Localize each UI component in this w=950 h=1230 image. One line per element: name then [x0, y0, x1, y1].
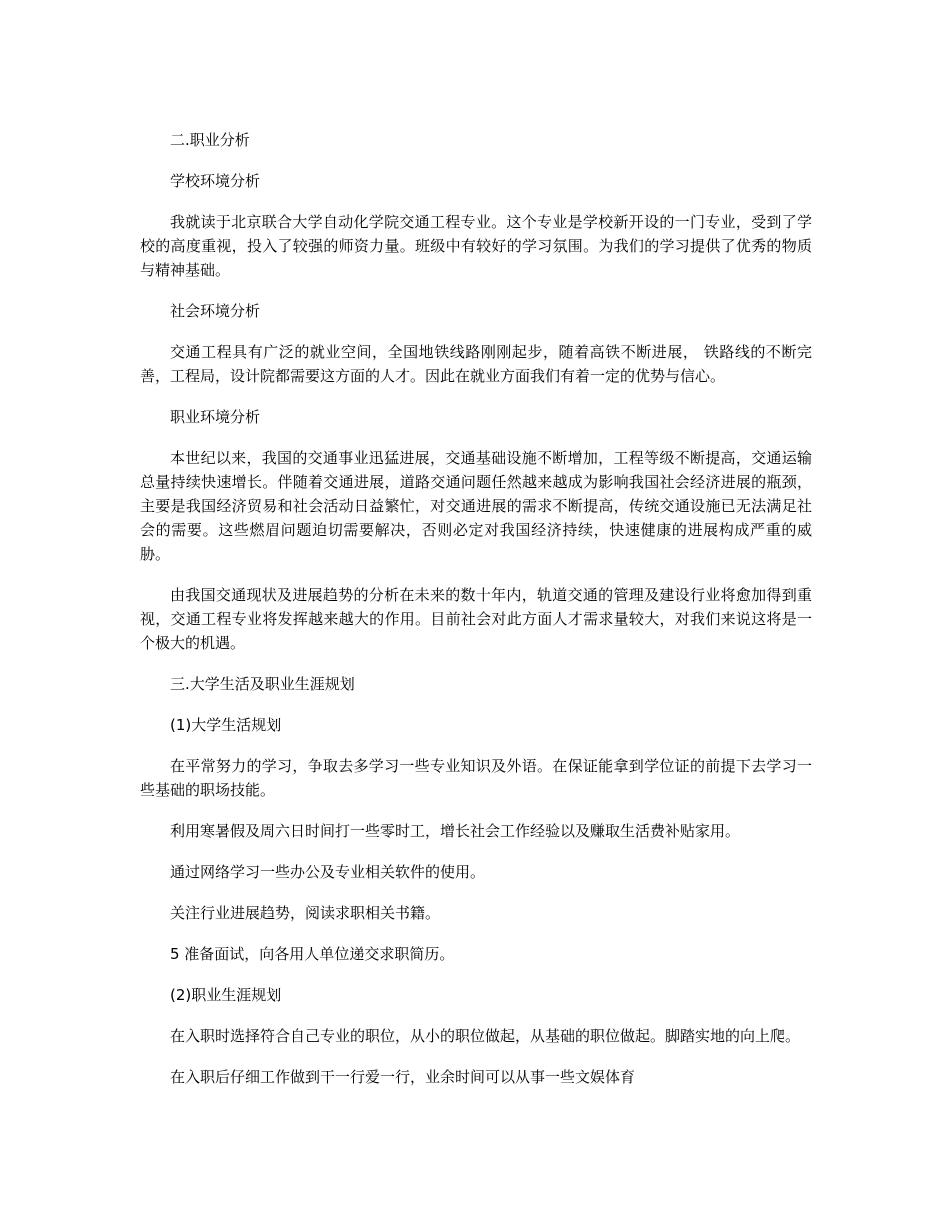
- subheading-social-environment: 社会环境分析: [170, 302, 261, 320]
- paragraph-software-learning: 通过网络学习一些办公及专业相关软件的使用。: [170, 863, 486, 881]
- paragraph-social-environment: 交通工程具有广泛的就业空间，全国地铁线路刚刚起步，随着高铁不断进展， 铁路线的不断完善，工程局，设计院都需要这方面的人才。因此在就业方面我们有着一定的优势与信心。: [140, 343, 812, 385]
- subheading-career-plan: (2)职业生涯规划: [170, 986, 282, 1004]
- document-body: [140, 128, 812, 1106]
- paragraph-part-time-work: 利用寒暑假及周六日时间打一些零时工，增长社会工作经验以及赚取生活费补贴家用。: [170, 822, 741, 840]
- paragraph-job-entry: 在入职时选择符合自己专业的职位，从小的职位做起，从基础的职位做起。脚踏实地的向上爬。: [170, 1027, 801, 1045]
- section-heading-life-and-career-plan: 三.大学生活及职业生涯规划: [170, 675, 355, 693]
- paragraph-career-environment-2: 由我国交通现状及进展趋势的分析在未来的数十年内，轨道交通的管理及建设行业将愈加得到重视，交通工程专业将发挥越来越大的作用。目前社会对此方面人才需求量较大，对我们来说这将是一个极大的机遇。: [140, 586, 812, 652]
- subheading-college-life-plan: (1)大学生活规划: [170, 716, 282, 734]
- paragraph-career-environment-1: 本世纪以来，我国的交通事业迅猛进展，交通基础设施不断增加，工程等级不断提高，交通运输总量持续快速增长。伴随着交通进展，道路交通问题任然越来越成为影响我国社会经济进展的瓶颈，主要是我国经济贸易和社会活动日益繁忙，对交通进展的需求不断提高，传统交通设施已无法满足社会的需要。这些燃眉问题迫切需要解决，否则必定对我国经济持续，快速健康的进展构成严重的威胁。: [140, 449, 812, 563]
- section-heading-career-analysis: 二.职业分析: [170, 131, 250, 149]
- paragraph-interview-prep: 5 准备面试，向各用人单位递交求职简历。: [170, 945, 455, 963]
- paragraph-after-entry: 在入职后仔细工作做到干一行爱一行，业余时间可以从事一些文娱体育: [170, 1068, 636, 1086]
- paragraph-school-environment: 我就读于北京联合大学自动化学院交通工程专业。这个专业是学校新开设的一门专业，受到了学校的高度重视，投入了较强的师资力量。班级中有较好的学习氛围。为我们的学习提供了优秀的物质与精神基础。: [140, 213, 812, 279]
- subheading-school-environment: 学校环境分析: [170, 172, 261, 190]
- paragraph-study-plan: 在平常努力的学习，争取去多学习一些专业知识及外语。在保证能拿到学位证的前提下去学习一些基础的职场技能。: [140, 757, 812, 799]
- subheading-career-environment: 职业环境分析: [170, 408, 261, 426]
- paragraph-industry-trends: 关注行业进展趋势，阅读求职相关书籍。: [170, 904, 441, 922]
